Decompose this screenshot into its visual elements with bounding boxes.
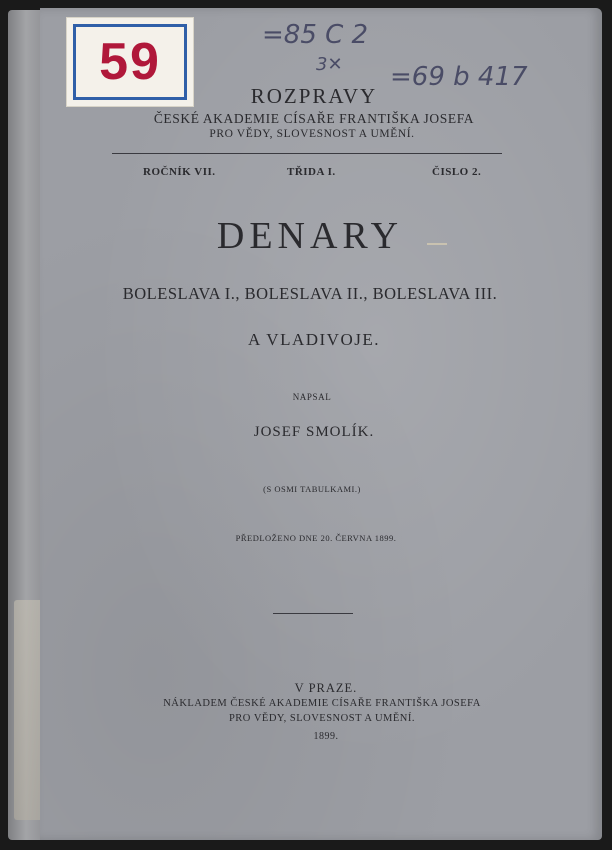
academy-line-2: PRO VĚDY, SLOVESNOST A UMĚNÍ. <box>209 128 415 140</box>
volume-label: ROČNÍK VII. <box>143 166 216 178</box>
publisher-line-2: PRO VĚDY, SLOVESNOST A UMĚNÍ. <box>228 713 416 724</box>
class-label: TŘIDA I. <box>287 166 336 178</box>
issue-number: ČISLO 2. <box>432 166 482 178</box>
handwritten-mark-right: =69 b 417 <box>390 62 528 92</box>
subtitle-line-2: A VLADIVOJE. <box>248 330 380 349</box>
series-title: ROZPRAVY <box>250 84 378 108</box>
title-mark <box>427 243 447 245</box>
imprint-city: V PRAZE. <box>294 681 358 695</box>
author-name: JOSEF SMOLÍK. <box>253 424 375 440</box>
main-title: DENARY <box>216 215 404 257</box>
subtitle-line-1: BOLESLAVA I., BOLESLAVA II., BOLESLAVA III. <box>122 284 498 303</box>
academy-line-1: ČESKÉ AKADEMIE CÍSAŘE FRANTIŠKA JOSEFA <box>153 111 475 126</box>
header-rule <box>112 153 502 154</box>
presented-note: PŘEDLOŽENO DNE 20. ČERVNA 1899. <box>235 533 397 543</box>
handwritten-mark-mid: 3✕ <box>316 54 343 75</box>
imprint-year: 1899. <box>313 731 339 742</box>
publisher-line-1: NÁKLADEM ČESKÉ AKADEMIE CÍSAŘE FRANTIŠKA JOSEFA <box>163 698 481 709</box>
author-prefix: NAPSAL <box>292 392 332 402</box>
divider-rule <box>273 613 353 614</box>
library-label-number: 59 <box>99 33 161 91</box>
handwritten-mark-top: =85 C 2 <box>262 20 369 50</box>
plates-note: (S OSMI TABULKAMI.) <box>263 484 361 494</box>
